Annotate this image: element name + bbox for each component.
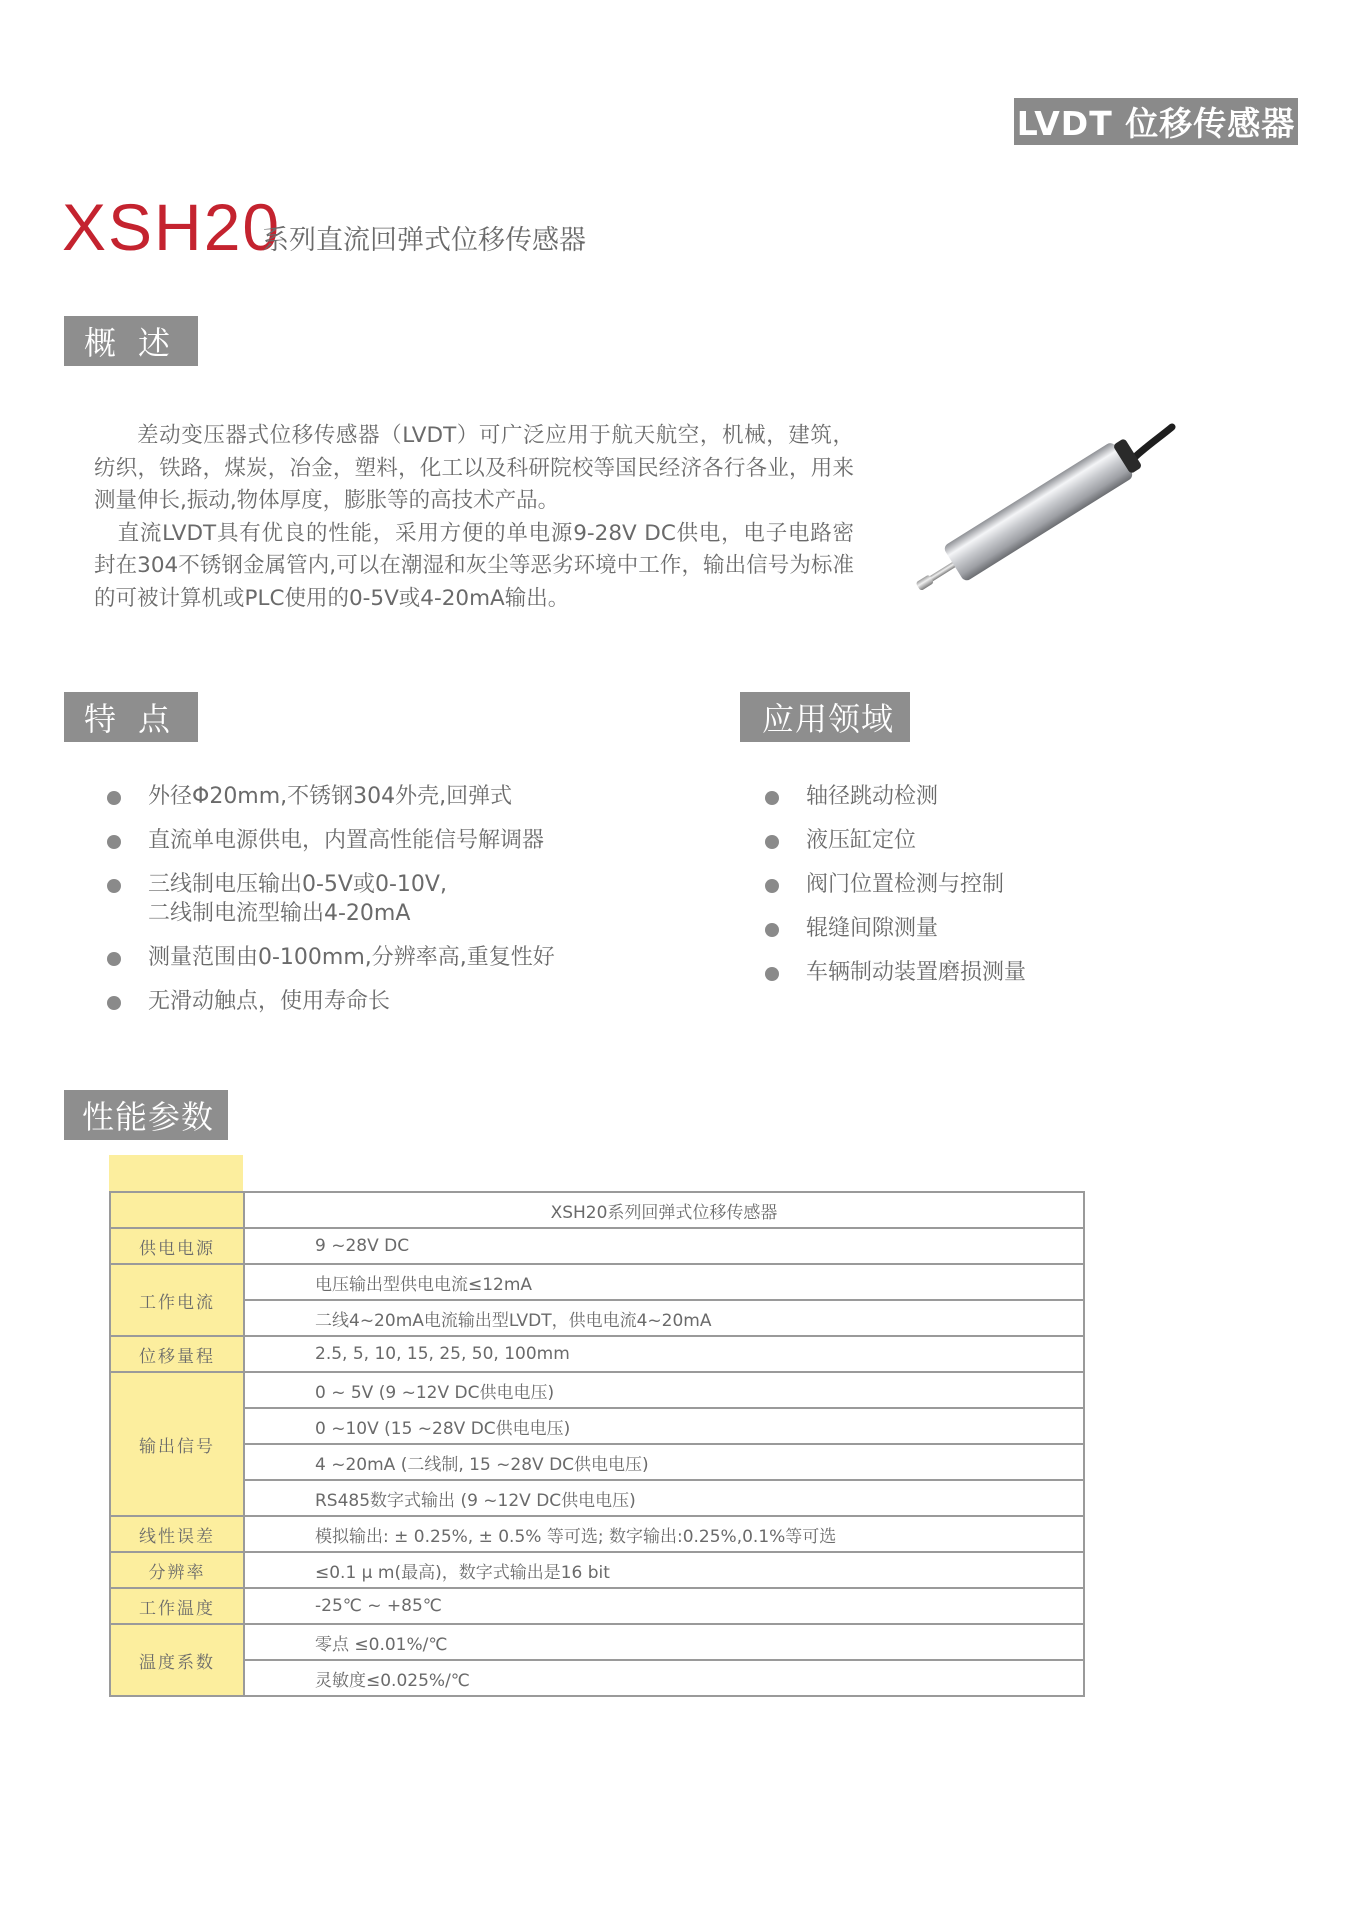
row-value: 0 ~ 5V (9 ~12V DC供电电压) [244,1372,1084,1408]
bullet-dot-icon [765,967,779,981]
feature-item: 测量范围由0-100mm,分辨率高,重复性好 [100,943,660,972]
overview-paragraph-1: 差动变压器式位移传感器（LVDT）可广泛应用于航天航空，机械，建筑，纺织，铁路，煤炭，冶金，塑料，化工以及科研院校等国民经济各行各业，用来测量伸长,振动,物体厚度，膨胀等的高技术产品。 [94,423,854,513]
application-item: 车辆制动装置磨损测量 [758,958,1158,987]
table-header-cell: XSH20系列回弹式位移传感器 [244,1192,1084,1228]
application-item: 液压缸定位 [758,826,1158,855]
table-row [110,1444,1084,1480]
table-row [110,1552,1084,1588]
feature-item: 外径Φ20mm,不锈钢304外壳,回弹式 [100,782,660,811]
row-value: 电压输出型供电电流≤12mA [244,1264,1084,1300]
table-row [110,1624,1084,1660]
overview-text [94,420,854,615]
bullet-dot-icon [107,952,121,966]
row-value: 4 ~20mA (二线制, 15 ~28V DC供电电压) [244,1444,1084,1480]
features-list [100,782,660,1031]
table-corner-cell [110,1192,244,1228]
row-label: 位移量程 [110,1336,244,1372]
bullet-dot-icon [765,835,779,849]
feature-item: 三线制电压输出0-5V或0-10V, 二线制电流型输出4-20mA [100,870,660,928]
table-row [110,1192,1084,1228]
row-value: 模拟输出: ± 0.25%, ± 0.5% 等可选; 数字输出:0.25%,0.1%等可选 [244,1516,1084,1552]
category-tag: LVDT 位移传感器 [1014,98,1298,145]
applications-list [758,782,1158,1002]
application-item: 阀门位置检测与控制 [758,870,1158,899]
section-features-heading: 特点 [64,692,198,742]
table-row [110,1516,1084,1552]
bullet-dot-icon [107,879,121,893]
row-value: 二线4~20mA电流输出型LVDT，供电电流4~20mA [244,1300,1084,1336]
row-value: 9 ~28V DC [244,1228,1084,1264]
table-row [110,1264,1084,1300]
section-overview-heading: 概述 [64,316,198,366]
row-value: ≤0.1 μ m(最高)，数字式输出是16 bit [244,1552,1084,1588]
table-row [110,1228,1084,1264]
product-code: XSH20 [62,190,282,264]
row-label: 线性误差 [110,1516,244,1552]
overview-paragraph-2: 直流LVDT具有优良的性能，采用方便的单电源9-28V DC供电，电子电路密封在304不锈钢金属管内,可以在潮湿和灰尘等恶劣环境中工作，输出信号为标准的可被计算机或PLC使用的0-5V或4-20mA输出。 [94,520,854,611]
application-item: 轴径跳动检测 [758,782,1158,811]
parameters-table [109,1191,1085,1697]
lvdt-sensor-image [880,415,1180,620]
table-row [110,1660,1084,1696]
row-value: 零点 ≤0.01%/℃ [244,1624,1084,1660]
row-value: 0 ~10V (15 ~28V DC供电电压) [244,1408,1084,1444]
row-label: 输出信号 [110,1372,244,1516]
table-row [110,1408,1084,1444]
bullet-dot-icon [107,996,121,1010]
row-value: RS485数字式输出 (9 ~12V DC供电电压) [244,1480,1084,1516]
table-row [110,1300,1084,1336]
feature-item: 无滑动触点，使用寿命长 [100,987,660,1016]
row-value: 灵敏度≤0.025%/℃ [244,1660,1084,1696]
application-item: 辊缝间隙测量 [758,914,1158,943]
row-value: 2.5, 5, 10, 15, 25, 50, 100mm [244,1336,1084,1372]
row-label: 供电电源 [110,1228,244,1264]
section-applications-heading: 应用领域 [740,692,910,742]
row-label: 分辨率 [110,1552,244,1588]
bullet-dot-icon [107,835,121,849]
table-row [110,1588,1084,1624]
section-parameters-heading: 性能参数 [64,1090,228,1140]
bullet-dot-icon [765,923,779,937]
table-row [110,1336,1084,1372]
table-row [110,1480,1084,1516]
row-value: -25℃ ~ +85℃ [244,1588,1084,1624]
bullet-dot-icon [765,879,779,893]
table-corner-tab [109,1155,243,1191]
bullet-dot-icon [765,791,779,805]
feature-item: 直流单电源供电，内置高性能信号解调器 [100,826,660,855]
row-label: 工作电流 [110,1264,244,1336]
row-label: 温度系数 [110,1624,244,1696]
table-row [110,1372,1084,1408]
bullet-dot-icon [107,791,121,805]
product-title: 系列直流回弹式位移传感器 [262,225,586,256]
row-label: 工作温度 [110,1588,244,1624]
